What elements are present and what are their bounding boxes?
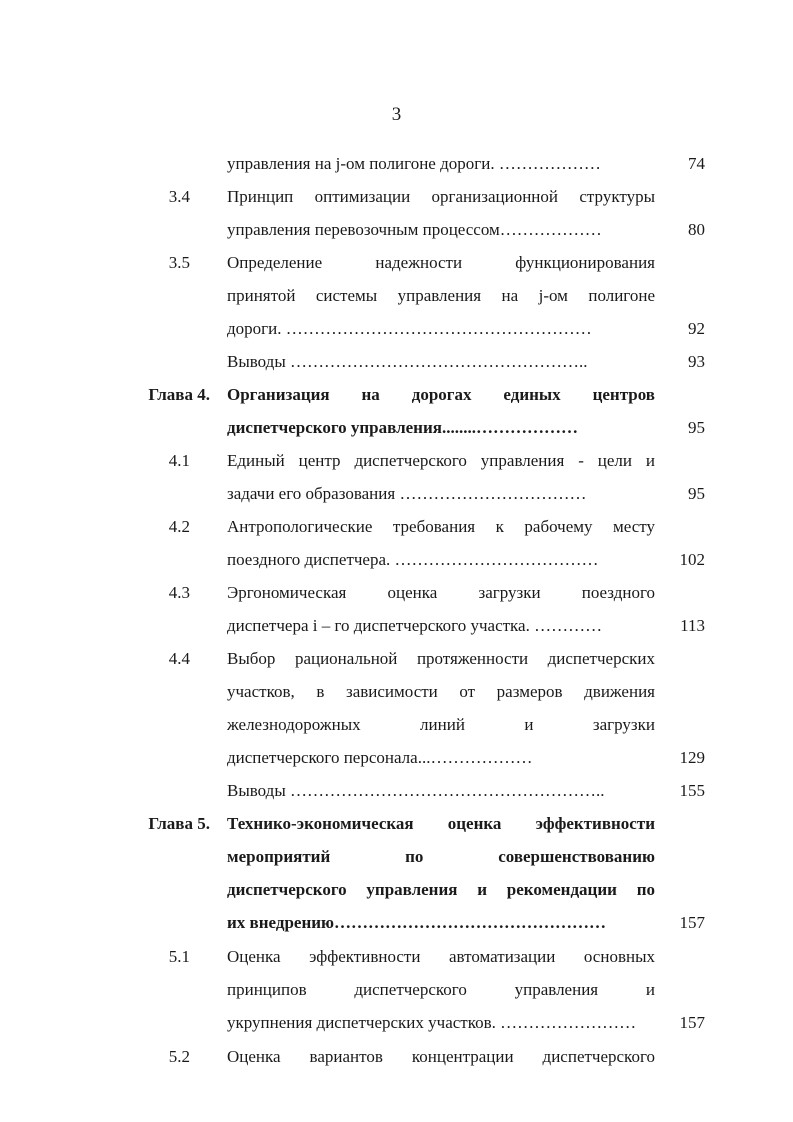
toc-entry-number: 3.4	[168, 187, 190, 206]
toc-entry-page: 102	[679, 550, 705, 569]
toc-entry-page: 157	[679, 1013, 705, 1032]
toc-entry-page: 95	[688, 484, 705, 503]
toc-entry-title	[227, 774, 655, 807]
toc-line: диспетчерского персонала...………………	[227, 748, 533, 767]
toc-entry-number: 4.3	[168, 583, 190, 602]
toc-line: управления перевозочным процессом………………	[227, 220, 602, 239]
toc-entry-title	[227, 180, 655, 246]
toc-line: Выводы ………………………………………………..	[227, 781, 605, 800]
toc-entry-page: 92	[688, 319, 705, 338]
toc-line: Принцип оптимизации организационной структуры	[227, 187, 655, 206]
toc-entry-title	[227, 444, 655, 510]
toc-line: Организация на дорогах единых центров	[227, 385, 655, 404]
toc-line: дороги. ………………………………………………	[227, 319, 592, 338]
toc-entry-page: 157	[679, 913, 705, 932]
toc-entry-page: 93	[688, 352, 705, 371]
toc-line: Выбор рациональной протяженности диспетчерских	[227, 649, 655, 668]
toc-line: поездного диспетчера. ………………………………	[227, 550, 599, 569]
toc-line: железнодорожных линий и загрузки	[227, 715, 655, 734]
toc-line: мероприятий по совершенствованию	[227, 847, 655, 866]
toc-entry-page: 95	[688, 418, 705, 437]
toc-line: принятой системы управления на j-ом полигоне	[227, 286, 655, 305]
toc-line: Эргономическая оценка загрузки поездного	[227, 583, 655, 602]
toc-line: диспетчерского управления и рекомендации по	[227, 880, 655, 899]
toc-entry-number: 4.4	[168, 649, 190, 668]
toc-entry-title	[227, 1040, 655, 1073]
toc-line: задачи его образования ……………………………	[227, 484, 587, 503]
toc-entry-title	[227, 807, 655, 939]
toc-entry-title	[227, 378, 655, 444]
toc-entry-number: Глава 5.	[148, 814, 210, 833]
toc-line: Антропологические требования к рабочему месту	[227, 517, 655, 536]
toc-entry-title	[227, 510, 655, 576]
toc-entry-number: 5.2	[168, 1047, 190, 1066]
toc-entry-number: 4.2	[168, 517, 190, 536]
toc-entry-page: 129	[679, 748, 705, 767]
toc-entry-page: 80	[688, 220, 705, 239]
toc-entry-title	[227, 345, 655, 378]
toc-line: управления на j-ом полигоне дороги. ………………	[227, 154, 601, 173]
toc-entry-title	[227, 940, 655, 1039]
page-number: 3	[391, 104, 402, 125]
toc-line: укрупнения диспетчерских участков. ……………………	[227, 1013, 637, 1032]
toc-line: Выводы ……………………………………………..	[227, 352, 588, 371]
toc-entry-number: Глава 4.	[148, 385, 210, 404]
toc-line: Определение надежности функционирования	[227, 253, 655, 272]
toc-entry-page: 113	[680, 616, 705, 635]
toc-line: Технико-экономическая оценка эффективности	[227, 814, 655, 833]
toc-line: Оценка вариантов концентрации диспетчерского	[227, 1047, 655, 1066]
toc-line: диспетчера i – го диспетчерского участка. …………	[227, 616, 603, 635]
toc-entry-title	[227, 576, 655, 642]
toc-entry-number: 3.5	[168, 253, 190, 272]
toc-entry-page: 155	[679, 781, 705, 800]
toc-entry-title	[227, 246, 655, 345]
toc-line: диспетчерского управления........………………	[227, 418, 578, 437]
toc-line: их внедрению…………………………………………	[227, 913, 607, 932]
toc-entry-number: 4.1	[168, 451, 190, 470]
toc-entry-title	[227, 642, 655, 774]
toc-entry-title	[227, 147, 655, 180]
toc-line: принципов диспетчерского управления и	[227, 980, 655, 999]
toc-line: участков, в зависимости от размеров движения	[227, 682, 655, 701]
toc-line: Единый центр диспетчерского управления - цели и	[227, 451, 655, 470]
toc-line: Оценка эффективности автоматизации основных	[227, 947, 655, 966]
toc-entry-number: 5.1	[168, 947, 190, 966]
toc-entry-page: 74	[688, 154, 705, 173]
